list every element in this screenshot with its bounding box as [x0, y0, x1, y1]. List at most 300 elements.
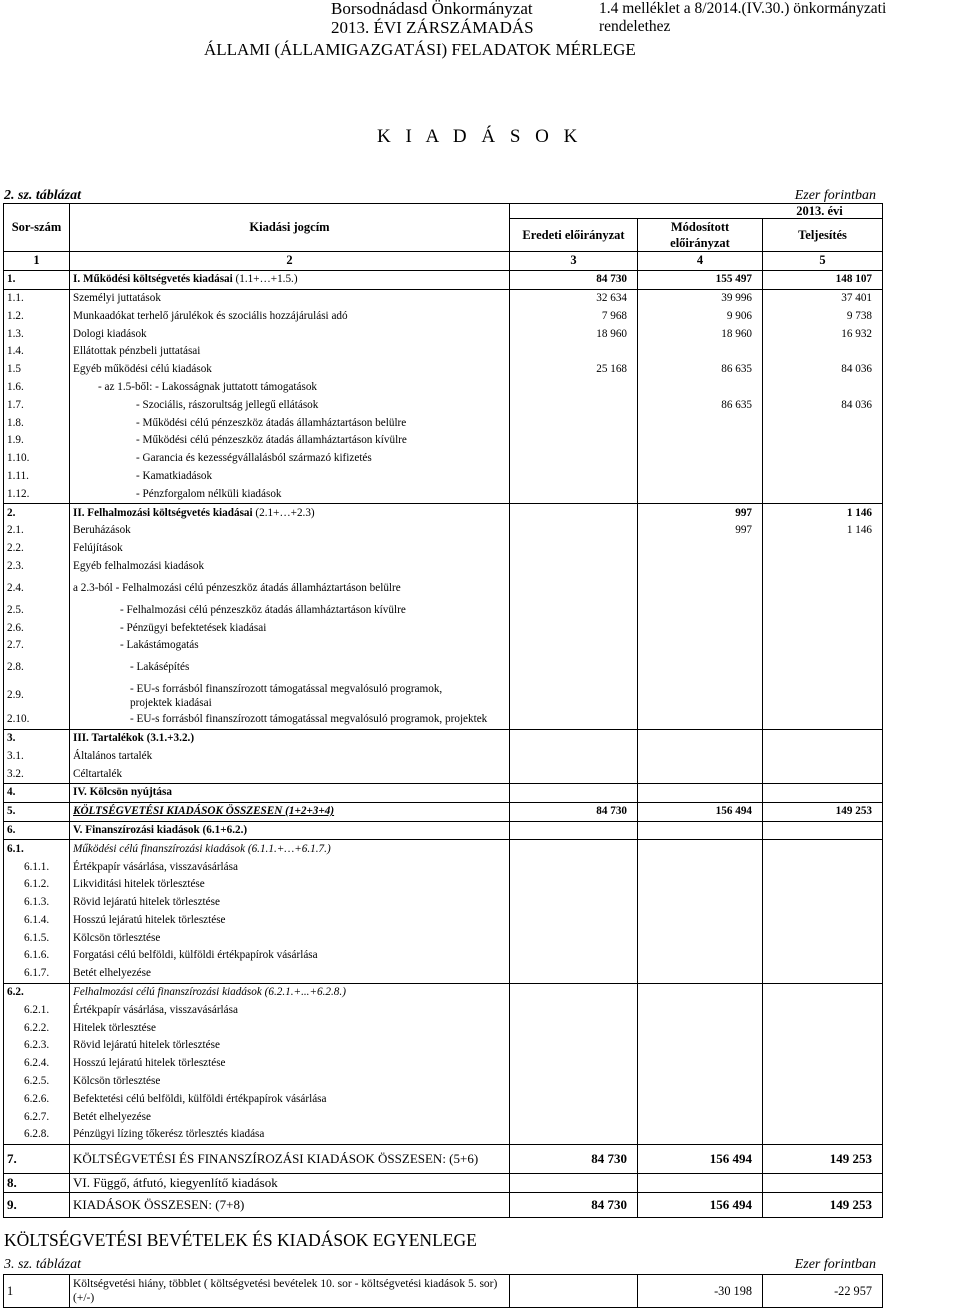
modositott-value — [638, 1073, 763, 1091]
teljesites-value — [763, 379, 883, 397]
teljesites-value — [763, 947, 883, 965]
row-number: 6.1.7. — [4, 965, 70, 983]
table-row — [4, 983, 883, 1001]
row-label — [70, 325, 510, 343]
eredeti-value — [510, 1019, 638, 1037]
row-number: 1.7. — [4, 396, 70, 414]
eredeti-value — [510, 637, 638, 655]
teljesites-value — [763, 1073, 883, 1091]
row-label-text: Értékpapír vásárlása, visszavásárlása — [73, 860, 238, 873]
table-row — [4, 307, 883, 325]
row-label-text: Forgatási célú belföldi, külföldi értékpapírok vásárlása — [73, 949, 318, 962]
teljesites-value — [763, 711, 883, 729]
teljesites-value — [763, 558, 883, 576]
col-header-year: 2013. évi — [510, 204, 883, 219]
modositott-value — [638, 1090, 763, 1108]
modositott-value — [638, 965, 763, 983]
teljesites-value — [763, 821, 883, 840]
teljesites-value — [763, 540, 883, 558]
teljesites-value: 1 146 — [763, 504, 883, 522]
modositott-value — [638, 1019, 763, 1037]
row-label — [70, 307, 510, 325]
row-label-text: V. Finanszírozási kiadások (6.1+6.2.) — [73, 823, 248, 836]
teljesites-value — [763, 729, 883, 747]
row-label-text: II. Felhalmozási költségvetés kiadásai — [73, 506, 253, 519]
teljesites-value — [763, 601, 883, 619]
row-label — [70, 361, 510, 379]
teljesites-value — [763, 414, 883, 432]
organization-name: Borsodnádasd Önkormányzat — [331, 0, 533, 18]
row-number: 8. — [4, 1173, 70, 1192]
table-row — [4, 965, 883, 983]
col-num-2: 2 — [70, 252, 510, 271]
balance-unit-label: Ezer forintban — [794, 1257, 876, 1272]
eredeti-value — [510, 522, 638, 540]
teljesites-value: 37 401 — [763, 289, 883, 307]
modositott-value — [638, 711, 763, 729]
row-number: 6.2.1. — [4, 1001, 70, 1019]
balance-label: Költségvetési hiány, többlet ( költségvetési bevételek 10. sor - költségvetési kiadások 5. sor) (+/-) — [70, 1275, 510, 1308]
eredeti-value — [510, 840, 638, 858]
row-number: 1.3. — [4, 325, 70, 343]
row-number: 1.9. — [4, 432, 70, 450]
row-number: 6.1.1. — [4, 858, 70, 876]
eredeti-value — [510, 655, 638, 681]
row-label-text: Beruházások — [73, 524, 131, 537]
row-number: 2.9. — [4, 681, 70, 711]
balance-eredeti — [510, 1275, 638, 1308]
teljesites-value — [763, 783, 883, 802]
table-header-row — [4, 204, 883, 219]
row-label — [70, 929, 510, 947]
table-row — [4, 270, 883, 289]
teljesites-value — [763, 965, 883, 983]
modositott-value — [638, 983, 763, 1001]
modositott-value: 156 494 — [638, 1144, 763, 1173]
row-label — [70, 1090, 510, 1108]
col-header-teljesites: Teljesítés — [763, 219, 883, 252]
eredeti-value — [510, 983, 638, 1001]
row-number: 1.6. — [4, 379, 70, 397]
eredeti-value — [510, 575, 638, 601]
row-label-text: - Pénzforgalom nélküli kiadások — [136, 487, 282, 500]
table-row — [4, 802, 883, 821]
modositott-value — [638, 1108, 763, 1126]
table-row — [4, 729, 883, 747]
row-label — [70, 432, 510, 450]
row-label — [70, 1037, 510, 1055]
document-subtitle: 2013. ÉVI ZÁRSZÁMADÁS — [331, 18, 534, 37]
eredeti-value — [510, 894, 638, 912]
row-label-text: - Működési célú pénzeszköz átadás államháztartáson belülre — [136, 416, 407, 429]
row-label — [70, 876, 510, 894]
row-label — [70, 343, 510, 361]
row-number: 1.4. — [4, 343, 70, 361]
teljesites-value — [763, 1090, 883, 1108]
table-row — [4, 858, 883, 876]
section-title: K I A D Á S O K — [377, 126, 583, 147]
teljesites-value — [763, 858, 883, 876]
teljesites-value — [763, 840, 883, 858]
modositott-value — [638, 575, 763, 601]
table-row — [4, 783, 883, 802]
row-label-text: KIADÁSOK ÖSSZESEN: (7+8) — [73, 1197, 245, 1213]
row-label — [70, 802, 510, 821]
eredeti-value — [510, 485, 638, 503]
eredeti-value — [510, 729, 638, 747]
row-label-text: - Pénzügyi befektetések kiadásai — [120, 621, 267, 634]
teljesites-value — [763, 1173, 883, 1192]
col-num-3: 3 — [510, 252, 638, 271]
modositott-value — [638, 747, 763, 765]
teljesites-value: 149 253 — [763, 1144, 883, 1173]
table-row — [4, 912, 883, 930]
row-label-text: Rövid lejáratú hitelek törlesztése — [73, 896, 220, 909]
row-label — [70, 1192, 510, 1217]
table-row — [4, 1173, 883, 1192]
modositott-value — [638, 929, 763, 947]
table-row — [4, 1037, 883, 1055]
balance-title: KÖLTSÉGVETÉSI BEVÉTELEK ÉS KIADÁSOK EGYENLEGE — [4, 1230, 477, 1250]
modositott-value — [638, 894, 763, 912]
table-row — [4, 468, 883, 486]
row-label — [70, 729, 510, 747]
row-label-text: Hosszú lejáratú hitelek törlesztése — [73, 913, 226, 926]
teljesites-value — [763, 485, 883, 503]
table-number: 2. sz. táblázat — [4, 188, 82, 203]
modositott-value — [638, 765, 763, 783]
eredeti-value: 84 730 — [510, 270, 638, 289]
row-number: 9. — [4, 1192, 70, 1217]
row-number: 1.2. — [4, 307, 70, 325]
col-header-jogcim: Kiadási jogcím — [70, 204, 510, 252]
row-label-text: Munkaadókat terhelő járulékok és szociális hozzájárulási adó — [73, 309, 348, 322]
row-label-text: Céltartalék — [73, 767, 123, 780]
table-row — [4, 765, 883, 783]
table-row — [4, 655, 883, 681]
modositott-value: 997 — [638, 504, 763, 522]
teljesites-value: 84 036 — [763, 361, 883, 379]
teljesites-value — [763, 765, 883, 783]
table-row — [4, 681, 883, 711]
modositott-value: 18 960 — [638, 325, 763, 343]
balance-no: 1 — [4, 1275, 70, 1308]
modositott-value — [638, 876, 763, 894]
row-label-text: - Működési célú pénzeszköz átadás államháztartáson kívülre — [136, 434, 407, 447]
teljesites-value — [763, 575, 883, 601]
row-number: 6.1. — [4, 840, 70, 858]
row-label — [70, 783, 510, 802]
row-number: 1.10. — [4, 450, 70, 468]
eredeti-value — [510, 858, 638, 876]
modositott-value — [638, 681, 763, 711]
row-label-text: Egyéb felhalmozási kiadások — [73, 559, 205, 572]
row-number: 3.2. — [4, 765, 70, 783]
row-label-text: Személyi juttatások — [73, 291, 161, 304]
eredeti-value — [510, 1001, 638, 1019]
column-number-row — [4, 252, 883, 271]
teljesites-value — [763, 747, 883, 765]
teljesites-value — [763, 681, 883, 711]
table-row — [4, 1055, 883, 1073]
col-num-1: 1 — [4, 252, 70, 271]
balance-teljesites: -22 957 — [763, 1275, 883, 1308]
modositott-value — [638, 858, 763, 876]
eredeti-value — [510, 1055, 638, 1073]
teljesites-value — [763, 929, 883, 947]
modositott-value — [638, 343, 763, 361]
eredeti-value: 32 634 — [510, 289, 638, 307]
teljesites-value — [763, 1126, 883, 1144]
modositott-value — [638, 540, 763, 558]
row-label — [70, 858, 510, 876]
col-header-eredeti: Eredeti előirányzat — [510, 219, 638, 252]
modositott-value — [638, 783, 763, 802]
row-label-text: Betét elhelyezése — [73, 1110, 151, 1123]
teljesites-value — [763, 983, 883, 1001]
balance-row — [4, 1275, 883, 1308]
table-row — [4, 485, 883, 503]
table-row — [4, 522, 883, 540]
modositott-value: 156 494 — [638, 802, 763, 821]
unit-label: Ezer forintban — [794, 188, 876, 203]
row-label-text: - az 1.5-ből: - Lakosságnak juttatott támogatások — [98, 380, 318, 393]
row-label-text: Pénzügyi lízing tőkerész törlesztés kiadása — [73, 1128, 265, 1141]
row-number: 2.8. — [4, 655, 70, 681]
row-label-text: Hosszú lejáratú hitelek törlesztése — [73, 1057, 226, 1070]
row-number: 1.11. — [4, 468, 70, 486]
balance-table — [3, 1274, 883, 1308]
row-label — [70, 1073, 510, 1091]
table-row — [4, 504, 883, 522]
table-row — [4, 1192, 883, 1217]
row-label — [70, 1019, 510, 1037]
eredeti-value — [510, 468, 638, 486]
row-label — [70, 894, 510, 912]
row-label-text: KÖLTSÉGVETÉSI ÉS FINANSZÍROZÁSI KIADÁSOK ÖSSZESEN: (5+6) — [73, 1151, 479, 1167]
modositott-value: 997 — [638, 522, 763, 540]
row-number: 2.7. — [4, 637, 70, 655]
eredeti-value — [510, 747, 638, 765]
modositott-value — [638, 729, 763, 747]
teljesites-value: 149 253 — [763, 1192, 883, 1217]
row-label-text: III. Tartalékok (3.1.+3.2.) — [73, 731, 195, 744]
row-number: 6.1.4. — [4, 912, 70, 930]
table-row — [4, 289, 883, 307]
table-row — [4, 747, 883, 765]
table-row — [4, 396, 883, 414]
eredeti-value — [510, 1037, 638, 1055]
eredeti-value — [510, 681, 638, 711]
row-number: 6.1.6. — [4, 947, 70, 965]
row-label-text: VI. Függő, átfutó, kiegyenlítő kiadások — [73, 1175, 278, 1191]
teljesites-value — [763, 468, 883, 486]
row-label-text: Működési célú finanszírozási kiadások (6.1.1.+…+6.1.7.) — [73, 842, 331, 855]
teljesites-value — [763, 1037, 883, 1055]
balance-table-number: 3. sz. táblázat — [4, 1257, 82, 1272]
table-row — [4, 601, 883, 619]
row-number: 6.1.3. — [4, 894, 70, 912]
modositott-value: 156 494 — [638, 1192, 763, 1217]
row-label — [70, 450, 510, 468]
row-number: 7. — [4, 1144, 70, 1173]
row-number: 6.2.7. — [4, 1108, 70, 1126]
eredeti-value — [510, 504, 638, 522]
row-number: 1.12. — [4, 485, 70, 503]
row-number: 1.1. — [4, 289, 70, 307]
row-label-suffix: (2.1+…+2.3) — [252, 506, 315, 519]
regulation-reference: 1.4 melléklet a 8/2014.(IV.30.) önkormányzati rendelethez — [599, 0, 887, 35]
row-label-text: I. Működési költségvetés kiadásai — [73, 273, 233, 286]
modositott-value — [638, 1173, 763, 1192]
modositott-value — [638, 379, 763, 397]
table-row — [4, 619, 883, 637]
row-number: 2.5. — [4, 601, 70, 619]
eredeti-value — [510, 929, 638, 947]
table-row — [4, 540, 883, 558]
table-row — [4, 1108, 883, 1126]
teljesites-value: 149 253 — [763, 802, 883, 821]
table-row — [4, 361, 883, 379]
teljesites-value: 16 932 — [763, 325, 883, 343]
row-label — [70, 619, 510, 637]
eredeti-value: 18 960 — [510, 325, 638, 343]
eredeti-value — [510, 558, 638, 576]
row-label — [70, 711, 510, 729]
col-num-5: 5 — [763, 252, 883, 271]
eredeti-value — [510, 711, 638, 729]
teljesites-value — [763, 1055, 883, 1073]
row-number: 6.2.2. — [4, 1019, 70, 1037]
eredeti-value: 84 730 — [510, 1144, 638, 1173]
teljesites-value: 1 146 — [763, 522, 883, 540]
row-number: 2. — [4, 504, 70, 522]
row-label-text: Értékpapír vásárlása, visszavásárlása — [73, 1003, 238, 1016]
modositott-value — [638, 1037, 763, 1055]
modositott-value — [638, 485, 763, 503]
modositott-value — [638, 450, 763, 468]
modositott-value — [638, 468, 763, 486]
eredeti-value — [510, 432, 638, 450]
row-label — [70, 947, 510, 965]
row-label-text: - Garancia és kezességvállalásból származó kifizetés — [136, 452, 372, 465]
row-number: 2.10. — [4, 711, 70, 729]
teljesites-value: 9 738 — [763, 307, 883, 325]
row-label — [70, 1001, 510, 1019]
eredeti-value — [510, 947, 638, 965]
col-num-4: 4 — [638, 252, 763, 271]
teljesites-value: 148 107 — [763, 270, 883, 289]
row-number: 2.2. — [4, 540, 70, 558]
teljesites-value — [763, 655, 883, 681]
eredeti-value: 84 730 — [510, 802, 638, 821]
row-label — [70, 965, 510, 983]
table-row — [4, 929, 883, 947]
table-row — [4, 450, 883, 468]
row-label-text: Likviditási hitelek törlesztése — [73, 878, 205, 891]
row-label — [70, 540, 510, 558]
eredeti-value: 25 168 — [510, 361, 638, 379]
row-label-text: - Kamatkiadások — [136, 469, 213, 482]
row-label — [70, 270, 510, 289]
row-label-text: Kölcsön törlesztése — [73, 1075, 161, 1088]
modositott-value — [638, 619, 763, 637]
eredeti-value — [510, 783, 638, 802]
teljesites-value — [763, 432, 883, 450]
teljesites-value — [763, 912, 883, 930]
eredeti-value — [510, 414, 638, 432]
row-label — [70, 765, 510, 783]
eredeti-value — [510, 396, 638, 414]
eredeti-value — [510, 1073, 638, 1091]
eredeti-value — [510, 1090, 638, 1108]
row-number: 4. — [4, 783, 70, 802]
row-number: 6.2.4. — [4, 1055, 70, 1073]
teljesites-value — [763, 637, 883, 655]
teljesites-value: 84 036 — [763, 396, 883, 414]
row-label — [70, 840, 510, 858]
modositott-value: 86 635 — [638, 361, 763, 379]
row-label-text: Betét elhelyezése — [73, 967, 151, 980]
row-label-text: - Szociális, rászorultság jellegű ellátások — [136, 398, 319, 411]
teljesites-value — [763, 343, 883, 361]
eredeti-value — [510, 343, 638, 361]
table-row — [4, 947, 883, 965]
modositott-value: 9 906 — [638, 307, 763, 325]
teljesites-value — [763, 894, 883, 912]
eredeti-value: 7 968 — [510, 307, 638, 325]
modositott-value — [638, 414, 763, 432]
row-number: 2.6. — [4, 619, 70, 637]
balance-modositott: -30 198 — [638, 1275, 763, 1308]
row-label — [70, 379, 510, 397]
row-label-text: - Lakásépítés — [130, 661, 190, 674]
row-label — [70, 1055, 510, 1073]
row-label-text: Rövid lejáratú hitelek törlesztése — [73, 1039, 220, 1052]
modositott-value — [638, 912, 763, 930]
eredeti-value — [510, 1126, 638, 1144]
row-number: 2.4. — [4, 575, 70, 601]
modositott-value — [638, 1055, 763, 1073]
row-number: 6. — [4, 821, 70, 840]
row-label-text: Befektetési célú belföldi, külföldi értékpapírok vásárlása — [73, 1092, 327, 1105]
eredeti-value — [510, 821, 638, 840]
table-row — [4, 575, 883, 601]
eredeti-value — [510, 619, 638, 637]
row-number: 3.1. — [4, 747, 70, 765]
table-row — [4, 876, 883, 894]
modositott-value: 86 635 — [638, 396, 763, 414]
table-row — [4, 1144, 883, 1173]
eredeti-value — [510, 379, 638, 397]
row-label — [70, 575, 510, 601]
eredeti-value — [510, 912, 638, 930]
table-row — [4, 1090, 883, 1108]
row-label-text: a 2.3-ból - Felhalmozási célú pénzeszköz átadás államháztartáson belülre — [73, 581, 401, 594]
row-number: 1.5 — [4, 361, 70, 379]
row-label-text: Ellátottak pénzbeli juttatásai — [73, 345, 201, 358]
teljesites-value — [763, 1108, 883, 1126]
modositott-value — [638, 432, 763, 450]
row-number: 6.2.8. — [4, 1126, 70, 1144]
table-row — [4, 840, 883, 858]
row-number: 6.2.6. — [4, 1090, 70, 1108]
eredeti-value — [510, 450, 638, 468]
row-number: 2.3. — [4, 558, 70, 576]
row-label — [70, 558, 510, 576]
modositott-value: 39 996 — [638, 289, 763, 307]
teljesites-value — [763, 876, 883, 894]
